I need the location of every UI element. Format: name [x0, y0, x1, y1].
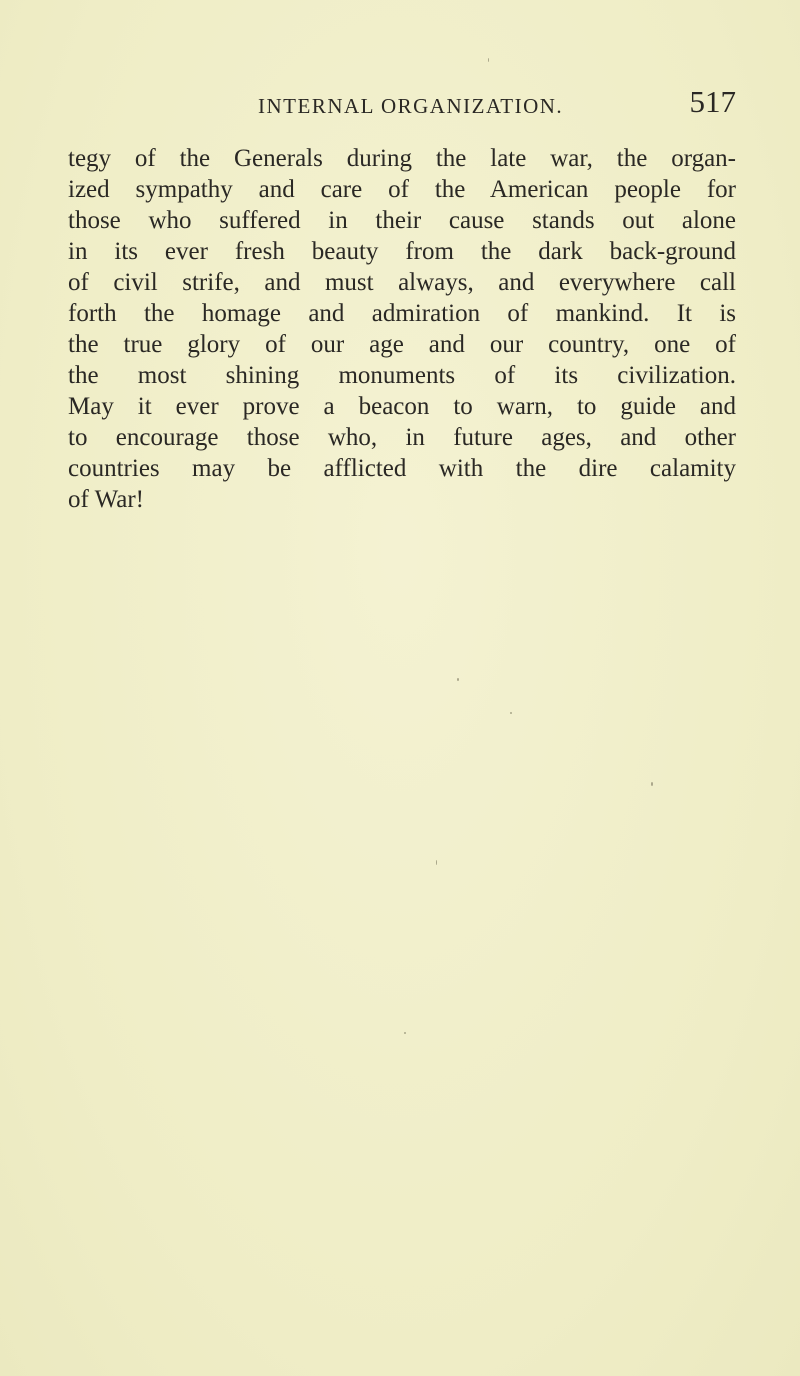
text-line: May it ever prove a beacon to warn, to guide and [68, 393, 736, 420]
paper-speck [457, 678, 459, 681]
text-line: the most shining monuments of its civilization. [68, 362, 736, 389]
text-line: countries may be afflicted with the dire calamity [68, 455, 736, 482]
text-line: to encourage those who, in future ages, and other [68, 424, 736, 451]
paper-speck [651, 782, 653, 786]
text-line: those who suffered in their cause stands out alone [68, 207, 736, 234]
page-number: 517 [689, 84, 736, 119]
running-title: INTERNAL ORGANIZATION. [258, 94, 564, 118]
paper-speck [510, 712, 512, 714]
paper-speck [436, 860, 437, 865]
text-line: ized sympathy and care of the American people for [68, 176, 736, 203]
body-paragraph [68, 143, 736, 515]
text-line: the true glory of our age and our country, one of [68, 331, 736, 358]
paper-speck [488, 58, 489, 62]
text-line: of War! [68, 486, 144, 513]
text-line: tegy of the Generals during the late war, the organ- [68, 145, 736, 172]
paper-speck [404, 1032, 406, 1034]
text-line: in its ever fresh beauty from the dark back-ground [68, 238, 736, 265]
text-line: of civil strife, and must always, and everywhere call [68, 269, 736, 296]
text-line: forth the homage and admiration of mankind. It is [68, 300, 736, 327]
running-head [68, 84, 736, 128]
